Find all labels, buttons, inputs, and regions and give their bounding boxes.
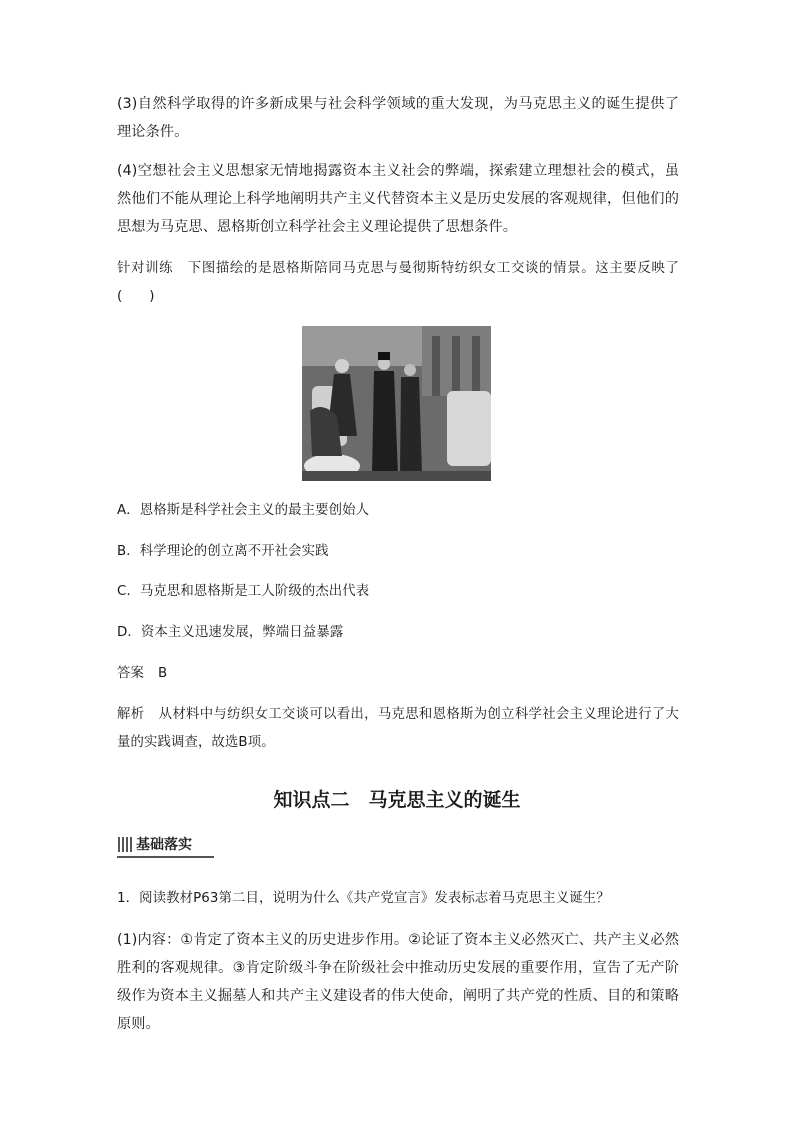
question-1-content: (1)内容：①肯定了资本主义的历史进步作用。②论证了资本主义必然灭亡、共产主义必然胜利的客观规律。③肯定阶级斗争在阶级社会中推动历史发展的重要作用，宣告了无产阶级作为资本主义掘墓人和共产主义建设者的伟大使命，阐明了共产党的性质、目的和策略原则。: [117, 932, 679, 1032]
paragraph-utopian-socialism: (4)空想社会主义思想家无情地揭露资本主义社会的弊端，探索建立理想社会的模式，虽然他们不能从理论上科学地阐明共产主义代替资本主义是历史发展的客观规律，但他们的思想为马克思、恩格斯创立科学社会主义理论提供了思想条件。: [117, 163, 679, 235]
question-1: 1．阅读教材P63第二目，说明为什么《共产党宣言》发表标志着马克思主义诞生？: [117, 891, 610, 906]
analysis-label: 解析: [117, 707, 145, 722]
paragraph-natural-science: (3)自然科学取得的许多新成果与社会科学领域的重大发现，为马克思主义的诞生提供了理论条件。: [117, 96, 679, 140]
answer-line: [117, 660, 679, 688]
option-c: C．马克思和恩格斯是工人阶级的杰出代表: [117, 584, 370, 599]
option-b: B．科学理论的创立离不开社会实践: [117, 544, 329, 559]
answer-value: B: [157, 666, 168, 681]
exercise-question: [117, 255, 679, 311]
book-icon: [118, 837, 132, 852]
option-d: D．资本主义迅速发展，弊端日益暴露: [117, 625, 344, 640]
option-a: A．恩格斯是科学社会主义的最主要创始人: [117, 503, 370, 518]
historical-illustration: [302, 326, 491, 481]
subheading-bar: [117, 834, 214, 858]
exercise-stem: 下图描绘的是恩格斯陪同马克思与曼彻斯特纺织女工交谈的情景。这主要反映了( ): [117, 261, 680, 304]
subheading-label: 基础落实: [136, 837, 192, 853]
section-title: 知识点二 马克思主义的诞生: [273, 789, 521, 811]
illustration-drawing: [302, 326, 491, 481]
exercise-label: 针对训练: [117, 261, 174, 276]
analysis-text: 从材料中与纺织女工交谈可以看出，马克思和恩格斯为创立科学社会主义理论进行了大量的实践调查，故选B项。: [117, 707, 680, 750]
answer-label: 答案: [117, 666, 144, 681]
analysis-paragraph: [117, 701, 679, 757]
